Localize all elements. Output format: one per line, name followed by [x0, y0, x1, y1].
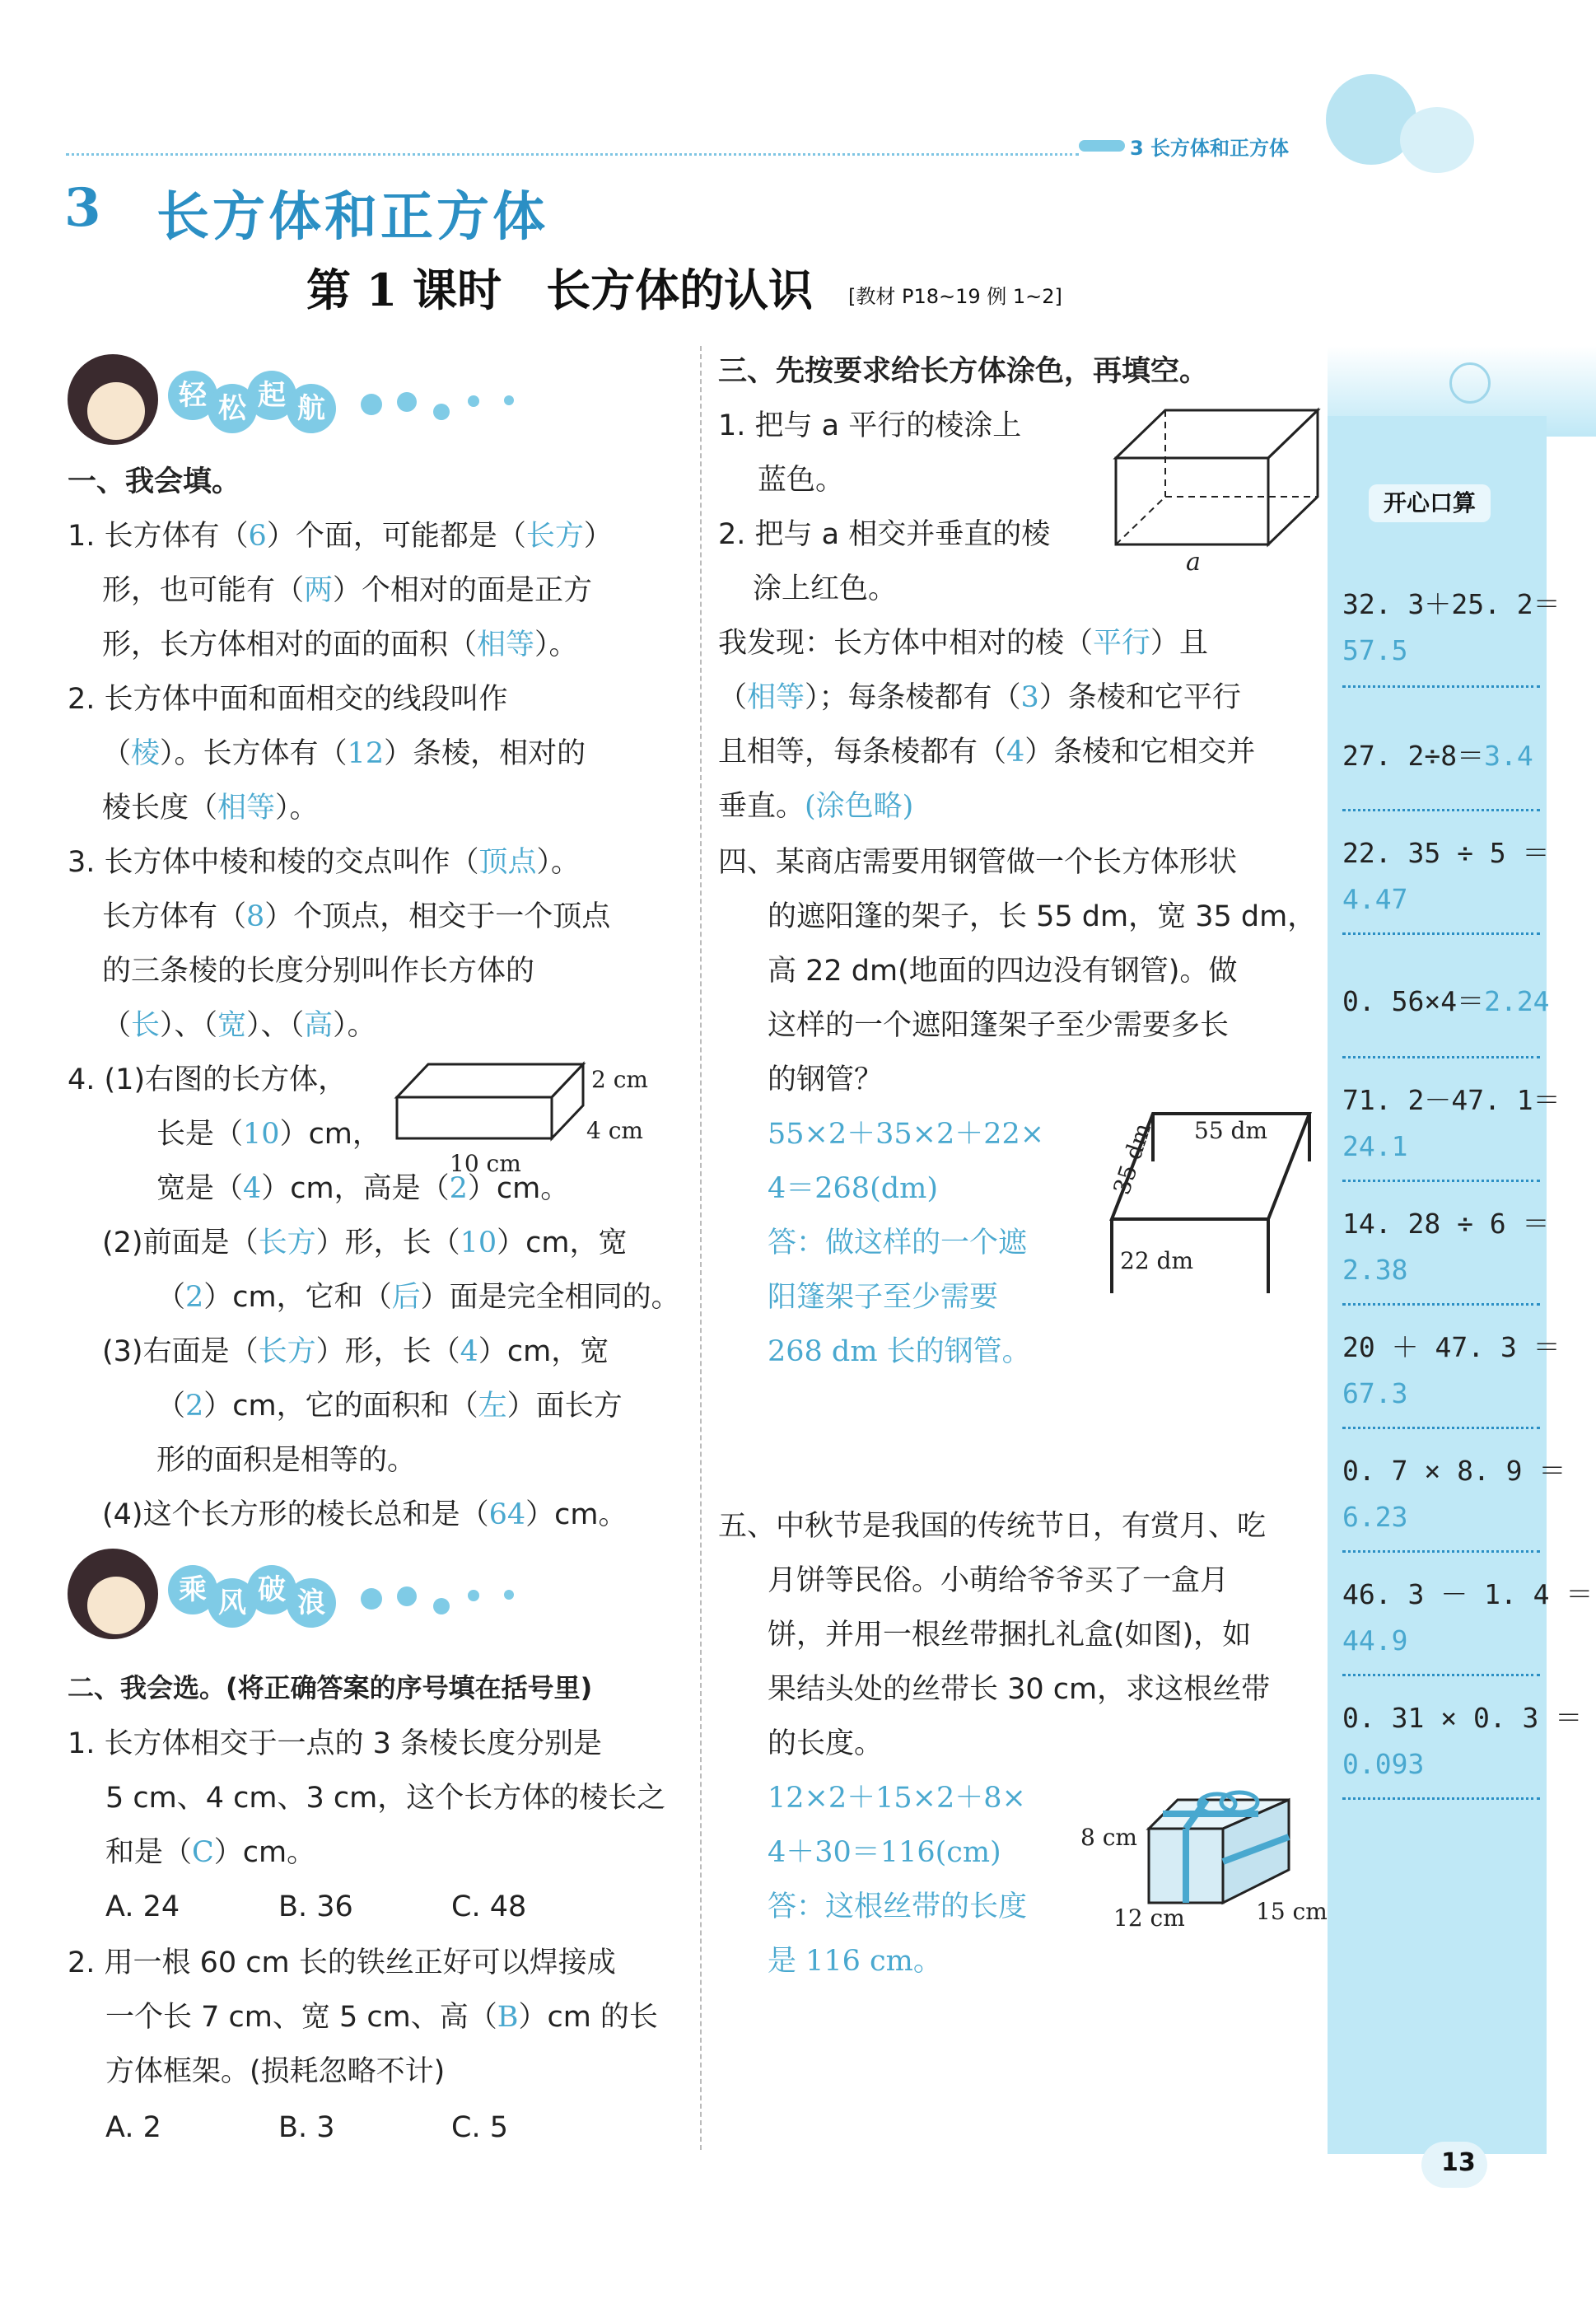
- fig1-height-label: 2 cm: [591, 1066, 648, 1093]
- calc-divider: [1342, 685, 1540, 688]
- decor-dot: [504, 395, 514, 405]
- s5-answer-line3: 答：这根丝带的长度: [768, 1890, 1028, 1923]
- s5-line4: 果结头处的丝带长 30 cm，求这根丝带: [768, 1673, 1271, 1706]
- header-pill: [1079, 140, 1125, 152]
- s3-line8: 垂直。(涂色略): [718, 790, 914, 823]
- s4-line4: 这样的一个遮阳篷架子至少需要多长: [768, 1009, 1230, 1042]
- q1-line2: 形，也可能有（两）个相对的面是正方: [102, 574, 593, 607]
- sun-icon: [1449, 362, 1491, 404]
- s5-line3: 饼，并用一根丝带捆扎礼盒(如图)，如: [768, 1619, 1252, 1652]
- q2-line3: 棱长度（相等）。: [102, 792, 319, 825]
- fig3-length-label: 55 dm: [1194, 1117, 1268, 1144]
- calc-divider: [1342, 1674, 1540, 1676]
- calc-divider: [1342, 1180, 1540, 1182]
- gift-box-figure: [1071, 1771, 1334, 1928]
- choice1-line1: 1. 长方体相交于一点的 3 条棱长度分别是: [68, 1727, 603, 1760]
- calc-question: 22. 35 ÷ 5 ＝: [1342, 837, 1550, 869]
- q4-line1: 4. (1)右图的长方体，: [68, 1063, 348, 1096]
- decor-dot: [504, 1590, 514, 1600]
- s3-line1: 1. 把与 a 平行的棱涂上: [718, 409, 1022, 442]
- badge-char: 起: [247, 371, 296, 420]
- fig1-length-label: 10 cm: [450, 1150, 521, 1177]
- choice2-line3: 方体框架。(损耗忽略不计): [105, 2055, 446, 2088]
- awning-frame-figure: [1104, 1104, 1334, 1310]
- decor-dot: [433, 404, 450, 420]
- header-rule: [66, 153, 1079, 156]
- calc-question: 32. 3＋25. 2＝: [1342, 588, 1561, 620]
- decor-dot: [397, 392, 417, 412]
- choice2-line2: 一个长 7 cm、宽 5 cm、高（B）cm 的长: [105, 2001, 658, 2034]
- choice2-option: C. 5: [451, 2111, 508, 2144]
- s5-line1: 五、中秋节是我国的传统节日，有赏月、吃: [718, 1510, 1267, 1543]
- s5-answer-line1: 12×2＋15×2＋8×: [768, 1782, 1026, 1815]
- s5-answer-line2: 4＋30＝116(cm): [768, 1836, 1001, 1869]
- calc-answer: 0.093: [1342, 1748, 1425, 1780]
- s3-line2: 蓝色。: [758, 464, 845, 497]
- calc-question: 0. 7 × 8. 9 ＝: [1342, 1455, 1566, 1487]
- calc-question: 14. 28 ÷ 6 ＝: [1342, 1208, 1550, 1240]
- choice1-option: A. 24: [105, 1890, 180, 1923]
- decor-dot: [361, 394, 382, 415]
- fig4-length-label: 15 cm: [1256, 1898, 1328, 1925]
- q4-line9: (4)这个长方形的棱长总和是（64）cm。: [102, 1498, 628, 1531]
- s5-line5: 的长度。: [768, 1727, 884, 1760]
- q3-line2: 长方体有（8）个顶点，相交于一个顶点: [102, 900, 611, 933]
- q4-line8: 形的面积是相等的。: [156, 1444, 417, 1477]
- calc-answer: 57.5: [1342, 634, 1408, 666]
- s4-answer-line4: 阳篷架子至少需要: [768, 1281, 999, 1314]
- decor-dot: [433, 1598, 450, 1614]
- calc-answer: 67.3: [1342, 1377, 1408, 1409]
- calc-divider: [1342, 1303, 1540, 1306]
- choice1-line2: 5 cm、4 cm、3 cm，这个长方体的棱长之: [105, 1782, 666, 1815]
- s4-answer-line3: 答：做这样的一个遮: [768, 1227, 1028, 1259]
- s4-line3: 高 22 dm(地面的四边没有钢管)。做: [768, 955, 1238, 988]
- badge-char: 松: [208, 384, 257, 433]
- s4-line2: 的遮阳篷的架子，长 55 dm，宽 35 dm，: [768, 900, 1317, 933]
- chapter-number: 3: [64, 177, 101, 239]
- choice2-option: B. 3: [278, 2111, 335, 2144]
- q4-line2: 长是（10）cm，: [156, 1118, 381, 1151]
- calc-divider: [1342, 1797, 1540, 1800]
- calc-answer: 44.9: [1342, 1624, 1408, 1656]
- calc-divider: [1342, 1550, 1540, 1553]
- s3-line5: 我发现：长方体中相对的棱（平行）且: [718, 627, 1209, 660]
- calc-question: 71. 2－47. 1＝: [1342, 1084, 1561, 1116]
- decor-dot: [361, 1588, 382, 1610]
- q4-line5: （2）cm，它和（后）面是完全相同的。: [156, 1281, 680, 1314]
- s4-answer-line5: 268 dm 长的钢管。: [768, 1335, 1031, 1368]
- calc-divider: [1342, 932, 1540, 935]
- section-title: 二、我会选。(将正确答案的序号填在括号里): [68, 1672, 593, 1703]
- calc-question: 0. 56×4＝2.24: [1342, 985, 1550, 1017]
- mascot-face: [87, 1577, 145, 1634]
- s4-line1: 四、某商店需要用钢管做一个长方体形状: [718, 846, 1238, 879]
- q3-line3: 的三条棱的长度分别叫作长方体的: [102, 955, 535, 988]
- q4-line4: (2)前面是（长方）形，长（10）cm，宽: [102, 1227, 628, 1259]
- choice1-option: C. 48: [451, 1890, 527, 1923]
- badge-char: 轻: [168, 371, 217, 420]
- section-title: 一、我会填。: [68, 465, 241, 498]
- fig3-height-label: 22 dm: [1120, 1247, 1194, 1274]
- choice1-line3: 和是（C）cm。: [105, 1836, 316, 1869]
- lesson-title: 第 1 课时 长方体的认识: [306, 264, 814, 316]
- q3-line1: 3. 长方体中棱和棱的交点叫作（顶点）。: [68, 846, 581, 879]
- choice1-option: B. 36: [278, 1890, 353, 1923]
- q2-line1: 2. 长方体中面和面相交的线段叫作: [68, 683, 508, 716]
- calc-answer: 2.38: [1342, 1254, 1408, 1286]
- s3-line7: 且相等，每条棱都有（4）条棱和它相交并: [718, 736, 1256, 769]
- q4-line3: 宽是（4）cm，高是（2）cm。: [156, 1172, 570, 1205]
- badge-char: 航: [287, 384, 336, 433]
- badge-char: 乘: [168, 1565, 217, 1614]
- calc-question: 46. 3 － 1. 4 ＝: [1342, 1578, 1594, 1610]
- chapter-title: 长方体和正方体: [156, 187, 548, 248]
- decor-dot: [397, 1586, 417, 1606]
- fig4-height-label: 8 cm: [1080, 1824, 1137, 1851]
- q1-line3: 形，长方体相对的面的面积（相等）。: [102, 628, 578, 661]
- q2-line2: （棱）。长方体有（12）条棱，相对的: [102, 737, 586, 770]
- fig3-width-label: 35 dm: [1108, 1119, 1157, 1199]
- fig1-width-label: 4 cm: [586, 1117, 643, 1144]
- calc-question: 20 ＋ 47. 3 ＝: [1342, 1331, 1561, 1363]
- cuboid-figure-2: [1104, 400, 1326, 582]
- calc-answer: 24.1: [1342, 1130, 1408, 1162]
- calc-question: 27. 2÷8＝3.4: [1342, 740, 1533, 772]
- q4-line6: (3)右面是（长方）形，长（4）cm，宽: [102, 1335, 609, 1368]
- s3-line3: 2. 把与 a 相交并垂直的棱: [718, 518, 1051, 551]
- column-divider: [700, 346, 702, 2150]
- s3-line4: 涂上红色。: [753, 572, 898, 605]
- calc-divider: [1342, 1427, 1540, 1429]
- s4-line5: 的钢管？: [768, 1063, 884, 1096]
- calc-divider: [1342, 1056, 1540, 1058]
- decor-dot: [468, 1590, 479, 1601]
- choice2-option: A. 2: [105, 2111, 161, 2144]
- q3-line4: （长）、（宽）、（高）。: [102, 1009, 376, 1042]
- q1-line1: 1. 长方体有（6）个面，可能都是（长方）: [68, 520, 613, 553]
- header-decoration-cloud: [1400, 107, 1474, 173]
- section-title: 三、先按要求给长方体涂色，再填空。: [718, 355, 1209, 388]
- sidebar-title: 开心口算: [1369, 484, 1491, 522]
- page-number: 13: [1441, 2148, 1476, 2177]
- fig2-edge-label: a: [1186, 548, 1201, 577]
- s5-line2: 月饼等民俗。小萌给爷爷买了一盒月: [768, 1564, 1230, 1597]
- decor-dot: [468, 395, 479, 407]
- calc-divider: [1342, 809, 1540, 811]
- s3-line6: （相等）；每条棱都有（3）条棱和它平行: [718, 681, 1241, 714]
- s4-answer-line2: 4＝268(dm): [768, 1172, 938, 1205]
- badge-char: 浪: [287, 1578, 336, 1628]
- calc-question: 0. 31 × 0. 3 ＝: [1342, 1702, 1583, 1734]
- badge-char: 破: [247, 1565, 296, 1614]
- calc-answer: 6.23: [1342, 1501, 1408, 1533]
- choice2-line1: 2. 用一根 60 cm 长的铁丝正好可以焊接成: [68, 1946, 616, 1979]
- header-chapter-tag: 3 长方体和正方体: [1130, 137, 1290, 160]
- cuboid-figure-1: [387, 1046, 700, 1178]
- fig4-width-label: 12 cm: [1113, 1904, 1185, 1928]
- q4-line7: （2）cm，它的面积和（左）面长方: [156, 1390, 623, 1423]
- calc-answer: 4.47: [1342, 883, 1408, 915]
- s5-answer-line4: 是 116 cm。: [768, 1945, 942, 1978]
- s4-answer-line1: 55×2＋35×2＋22×: [768, 1118, 1045, 1151]
- lesson-reference: [教材 P18~19 例 1~2]: [848, 285, 1062, 308]
- badge-char: 风: [208, 1578, 257, 1628]
- mascot-face: [87, 382, 145, 440]
